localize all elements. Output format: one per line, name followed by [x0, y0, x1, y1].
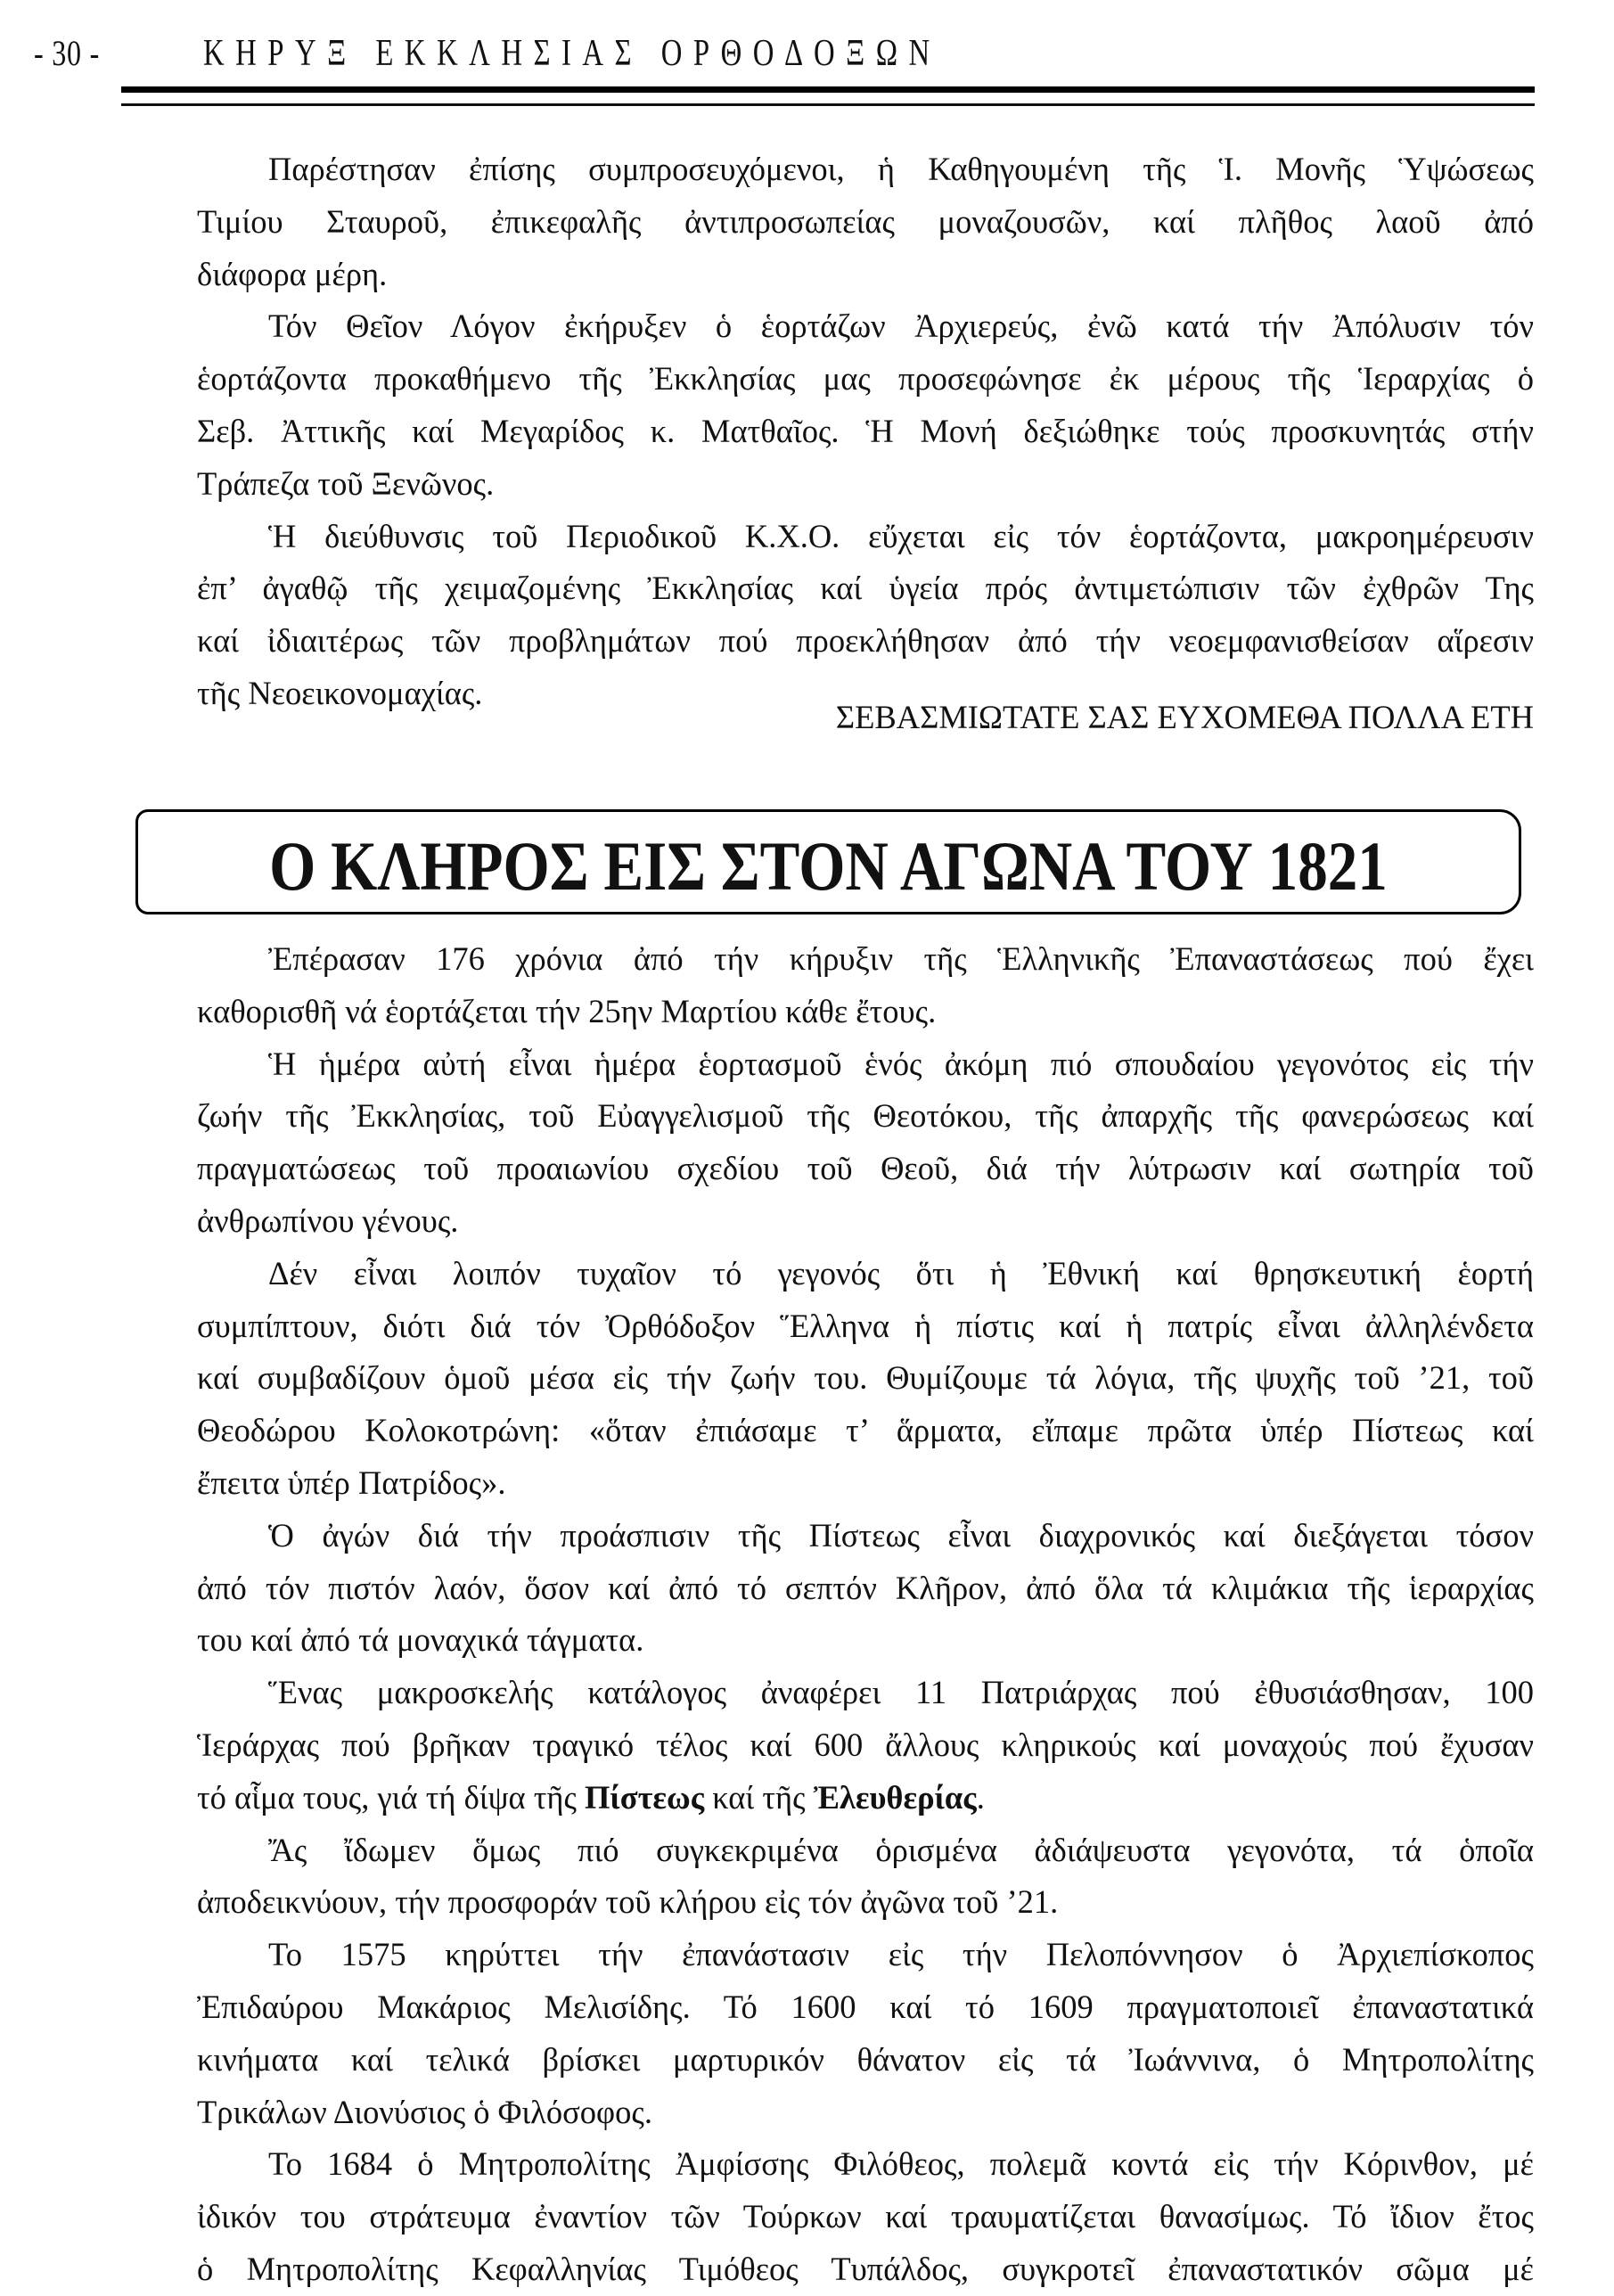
text-line: καθορισθῆ νά ἑορτάζεται τήν 25ην Μαρτίου κάθε ἔτους.	[197, 992, 937, 1029]
text-line: Θεοδώρου Κολοκοτρώνη: «ὅταν ἐπιάσαμε τ’ ἅρματα, εἴπαμε πρῶτα ὑπέρ Πίστεως καί	[197, 1412, 1534, 1449]
article-body	[197, 933, 1534, 2296]
text-line: πραγματώσεως τοῦ προαιωνίου σχεδίου τοῦ Θεοῦ, διά τήν λύτρωσιν καί σωτηρία τοῦ	[197, 1150, 1534, 1187]
text-line: ζωήν τῆς Ἐκκλησίας, τοῦ Εὐαγγελισμοῦ τῆς Θεοτόκου, τῆς ἀπαρχῆς τῆς φανερώσεως καί	[197, 1097, 1534, 1135]
text-line: ἑορτάζοντα προκαθήμενο τῆς Ἐκκλησίας μας προσεφώνησε ἐκ μέρους τῆς Ἱεραρχίας ὁ	[197, 360, 1534, 398]
bold-emphasis: λευθερίας	[839, 1778, 977, 1816]
text-line: Ἱεράρχας πού βρῆκαν τραγικό τέλος καί 600 ἄλλους κληρικούς καί μοναχούς πού ἔχυσαν	[197, 1726, 1534, 1763]
text-line: Παρέστησαν ἐπίσης συμπροσευχόμενοι, ἡ Καθηγουμένη τῆς Ἱ. Μονῆς Ὑψώσεως	[268, 151, 1534, 187]
text-line: ἔπειτα ὑπέρ Πατρίδος».	[197, 1464, 506, 1501]
text-line: Δέν εἶναι λοιπόν τυχαῖον τό γεγονός ὅτι ἡ Ἐθνική καί θρησκευτική ἑορτή	[268, 1254, 1534, 1292]
text-line: Ἕνας μακροσκελής κατάλογος ἀναφέρει 11 Πατριάρχας πού ἐθυσιάσθησαν, 100	[268, 1674, 1534, 1711]
text-line: Τιμίου Σταυροῦ, ἐπικεφαλῆς ἀντιπροσωπείας μοναζουσῶν, καί πλῆθος λαοῦ ἀπό	[197, 202, 1534, 240]
text-line: Το 1684 ὁ Μητροπολίτης Ἀμφίσσης Φιλόθεος, πολεμᾶ κοντά εἰς τήν Κόρινθον, μέ	[268, 2145, 1534, 2183]
text-line: Ἐπιδαύρου Μακάριος Μελισίδης. Τό 1600 καί τό 1609 πραγματοποιεῖ ἐπαναστατικά	[197, 1988, 1534, 2025]
text-line: ὁ Μητροπολίτης Κεφαλληνίας Τιμόθεος Τυπάλδος, συγκροτεῖ ἐπαναστατικόν σῶμα μέ	[197, 2250, 1534, 2287]
bold-emphasis: Πίστεως	[585, 1778, 705, 1816]
text-line: ἀπό τόν πιστόν λαόν, ὅσον καί ἀπό τό σεπτόν Κλῆρον, ἀπό ὅλα τά κλιμάκια τῆς ἱεραρχίας	[197, 1569, 1534, 1606]
text-line: συμπίπτουν, διότι διά τόν Ὀρθόδοξον Ἕλληνα ἡ πίστις καί ἡ πατρίς εἶναι ἀλληλένδετα	[197, 1307, 1534, 1344]
header-rule-thin	[121, 103, 1535, 106]
text-line: διάφορα μέρη.	[197, 255, 388, 292]
text-run: καί τῆς	[704, 1778, 814, 1816]
header-rule-thick	[121, 86, 1535, 93]
text-line: του καί ἀπό τά μοναχικά τάγματα.	[197, 1621, 644, 1659]
journal-title: ΚΗΡΥΞ ΕΚΚΛΗΣΙΑΣ ΟΡΘΟΔΟΞΩΝ	[203, 33, 941, 74]
text-line: Το 1575 κηρύττει τήν ἐπανάστασιν εἰς τήν Πελοπόννησον ὁ Ἀρχιεπίσκοπος	[268, 1936, 1534, 1973]
text-line: ἐπ’ ἀγαθῷ τῆς χειμαζομένης Ἐκκλησίας καί ὑγεία πρός ἀντιμετώπισιν τῶν ἐχθρῶν Της	[197, 570, 1534, 607]
text-line: Ἄς ἴδωμεν ὅμως πιό συγκεκριμένα ὁρισμένα ἀδιάψευστα γεγονότα, τά ὁποῖα	[268, 1831, 1534, 1868]
text-line: Τρικάλων Διονύσιος ὁ Φιλόσοφος.	[197, 2093, 652, 2130]
article-title: Ο ΚΛΗΡΟΣ ΕΙΣ ΣΤΟΝ ΑΓΩΝΑ ΤΟΥ 1821	[269, 827, 1388, 905]
text-line: καί συμβαδίζουν ὁμοῦ μέσα εἰς τήν ζωήν του. Θυμίζουμε τά λόγια, τῆς ψυχῆς τοῦ ’21, τοῦ	[197, 1359, 1534, 1397]
bold-emphasis: Ἐ	[813, 1778, 840, 1816]
text-line	[197, 1772, 1534, 1824]
closing-greeting: ΣΕΒΑΣΜΙΩΤΑΤΕ ΣΑΣ ΕΥΧΟΜΕΘΑ ΠΟΛΛΑ ΕΤΗ	[835, 699, 1534, 735]
page-header	[34, 32, 1567, 77]
text-line: ἀνθρωπίνου γένους.	[197, 1201, 459, 1239]
text-line: Ἡ ἡμέρα αὐτή εἶναι ἡμέρα ἑορτασμοῦ ἑνός ἀκόμη πιό σπουδαίου γεγονότος εἰς τήν	[268, 1045, 1534, 1082]
text-line: καί ἰδιαιτέρως τῶν προβλημάτων πού προεκλήθησαν ἀπό τήν νεοεμφανισθείσαν αἵρεσιν	[197, 622, 1534, 660]
text-run: τό αἷμα τους, γιά τή δίψα τῆς	[197, 1778, 586, 1816]
text-line: Σεβ. Ἀττικῆς καί Μεγαρίδος κ. Ματθαῖος. Ἡ Μονή δεξιώθηκε τούς προσκυνητάς στήν	[197, 412, 1534, 449]
text-line: Τόν Θεῖον Λόγον ἐκήρυξεν ὁ ἑορτάζων Ἀρχιερεύς, ἐνῶ κατά τήν Ἀπόλυσιν τόν	[268, 308, 1534, 345]
article-title-box	[135, 809, 1521, 914]
text-line: Τράπεζα τοῦ Ξενῶνος.	[197, 464, 495, 502]
text-line: τῆς Νεοεικονομαχίας.	[197, 674, 483, 711]
page-number: - 30 -	[34, 33, 101, 73]
text-line: Ὁ ἀγών διά τήν προάσπισιν τῆς Πίστεως εἶναι διαχρονικός καί διεξάγεται τόσον	[268, 1516, 1534, 1554]
text-run: .	[976, 1778, 985, 1816]
text-line: ἀποδεικνύουν, τήν προσφοράν τοῦ κλήρου εἰς τόν ἀγῶνα τοῦ ’21.	[197, 1883, 1059, 1921]
text-line: Ἐπέρασαν 176 χρόνια ἀπό τήν κήρυξιν τῆς Ἑλληνικῆς Ἐπαναστάσεως πού ἔχει	[268, 940, 1534, 977]
text-line: ἰδικόν του στράτευμα ἐναντίον τῶν Τούρκων καί τραυματίζεται θανασίμως. Τό ἴδιον ἔτος	[197, 2198, 1534, 2235]
intro-section	[197, 144, 1534, 720]
text-line: κινήματα καί τελικά βρίσκει μαρτυρικόν θάνατον εἰς τά Ἰωάννινα, ὁ Μητροπολίτης	[197, 2040, 1534, 2078]
text-line: Ἡ διεύθυνσις τοῦ Περιοδικοῦ Κ.Χ.Ο. εὔχεται εἰς τόν ἑορτάζοντα, μακροημέρευσιν	[268, 517, 1534, 554]
